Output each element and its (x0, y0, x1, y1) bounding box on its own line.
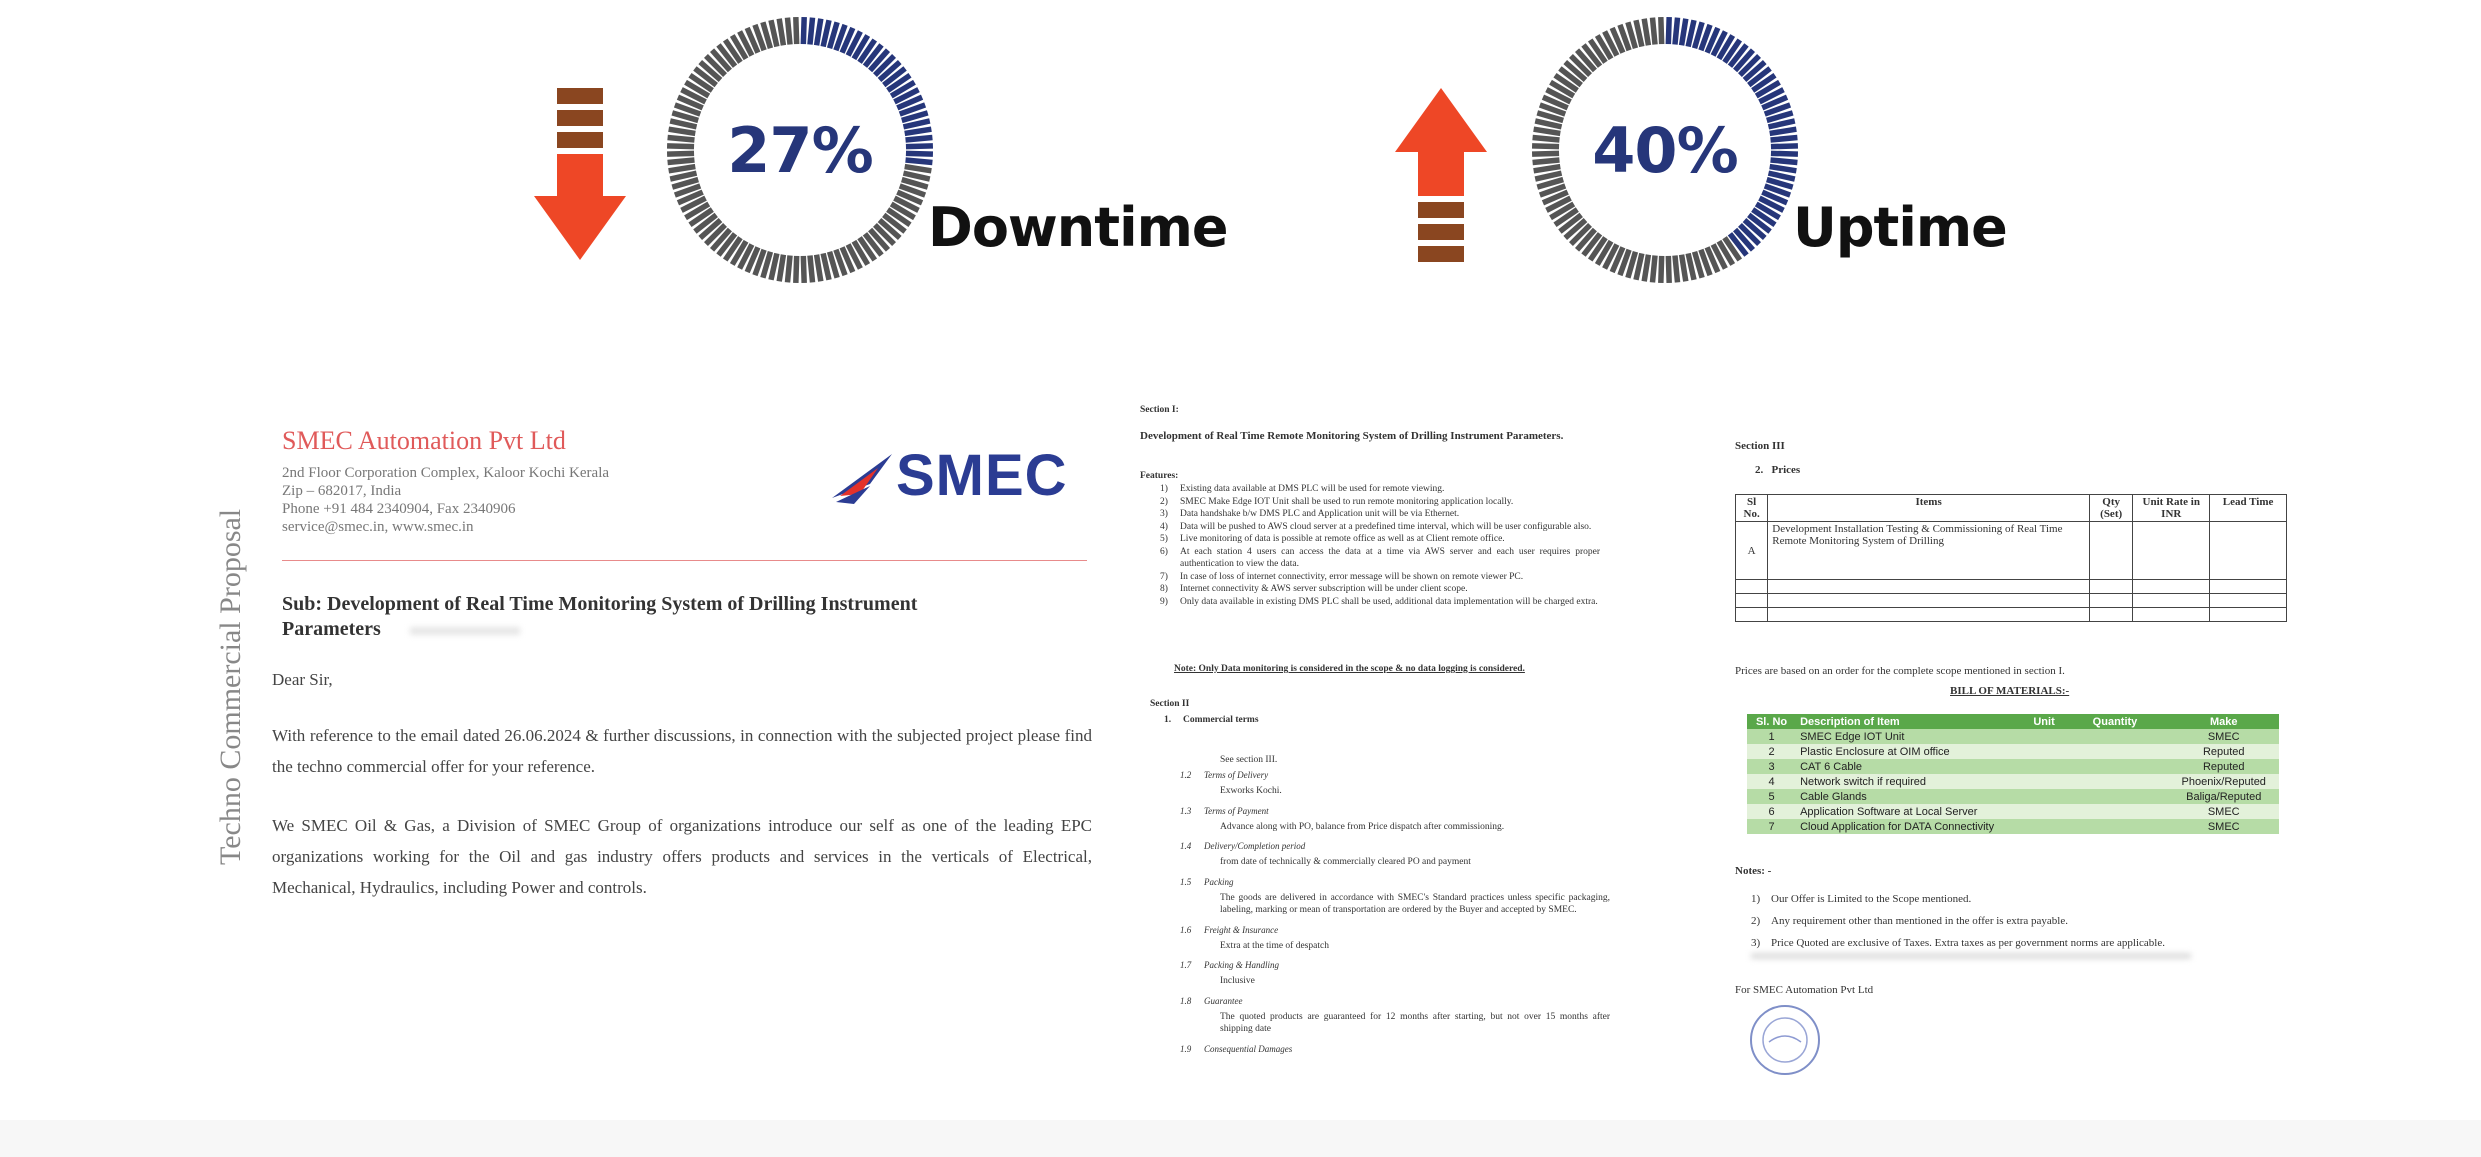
ring-segment (903, 173, 929, 179)
bom-col-sl: Sl. No (1747, 714, 1796, 729)
note-text: Our Offer is Limited to the Scope mentioned. (1771, 893, 1972, 905)
empty-cell (2210, 580, 2287, 594)
bom-cell-make: Baliga/Reputed (2168, 789, 2279, 804)
bom-cell-qty (2089, 819, 2169, 834)
notes-label: Notes: - (1735, 865, 1772, 877)
feature-item (1160, 521, 1600, 534)
ring-segment (796, 256, 797, 283)
note-number: 2) (1751, 915, 1761, 927)
prices-note: Prices are based on an order for the complete scope mentioned in section I. (1735, 665, 2065, 677)
feature-text: Data handshake b/w DMS PLC and Application unit will be via Ethernet. (1180, 509, 1460, 519)
feature-number: 8) (1160, 584, 1168, 594)
term-number: 1.8 (1180, 995, 1192, 1006)
feature-text: In case of loss of internet connectivity, error message will be shown on remote viewer PC. (1180, 571, 1524, 582)
bom-col-qty: Quantity (2089, 714, 2169, 729)
empty-cell (1768, 580, 2090, 594)
ring-segment (1771, 146, 1798, 147)
table-row (1736, 608, 2287, 622)
bom-cell-desc: Cable Glands (1796, 789, 2029, 804)
ring-segment (803, 256, 804, 283)
ring-segment (1768, 173, 1794, 179)
ring-segment (1771, 153, 1798, 154)
term-number: 1.6 (1180, 924, 1192, 935)
feature-number: 1) (1160, 484, 1168, 494)
ring-segment (1644, 19, 1648, 46)
ring-segment (810, 18, 813, 45)
row-item: Development Installation Testing & Commissioning of Real Time Remote Monitoring System of Drilling (1768, 522, 2090, 580)
downtime-label: Downtime (928, 196, 1228, 259)
ring-segment (1535, 121, 1561, 127)
address-line: Zip – 682017, India (282, 483, 402, 499)
empty-cell (1768, 594, 2090, 608)
ring-segment (906, 153, 933, 154)
bom-cell-desc: SMEC Edge IOT Unit (1796, 729, 2029, 744)
bom-table (1747, 714, 2279, 834)
term-item (1180, 806, 1610, 834)
term-heading: Guarantee (1204, 995, 1243, 1006)
bom-col-unit: Unit (2029, 714, 2088, 729)
term-text: The goods are delivered in accordance with SMEC's Standard practices unless specific packaging, labeling, marking or mean of transportation are ordered by the Buyer and accepted by SMEC. (1220, 892, 1610, 915)
col-lead: Lead Time (2210, 495, 2287, 522)
feature-item (1160, 571, 1600, 584)
bom-cell-unit (2029, 774, 2088, 789)
empty-cell (2210, 608, 2287, 622)
row-sl: A (1736, 522, 1768, 580)
ring-segment (823, 253, 829, 279)
redacted-mark (410, 627, 520, 635)
subject-line: Sub: Development of Real Time Monitoring System of Drilling Instrument (282, 593, 918, 615)
scope-note: Note: Only Data monitoring is considered in the scope & no data logging is considered. (1174, 664, 1525, 674)
doc-title: Development of Real Time Remote Monitoring System of Drilling Instrument Parameters. (1140, 430, 1564, 442)
feature-number: 5) (1160, 534, 1168, 544)
term-heading: Terms of Delivery (1204, 770, 1269, 780)
table-row (1747, 744, 2279, 759)
term-item (1180, 960, 1610, 988)
address-line: 2nd Floor Corporation Complex, Kaloor Kochi Kerala (282, 465, 610, 481)
ring-segment (810, 256, 813, 283)
ring-segment (1668, 256, 1669, 283)
feature-text: Live monitoring of data is possible at remote office as well as at Client remote office. (1180, 534, 1505, 544)
bom-cell-make: Reputed (2168, 744, 2279, 759)
ring-segment (1652, 256, 1655, 283)
price-table (1735, 494, 2287, 622)
bom-cell-desc: Network switch if required (1796, 774, 2029, 789)
bom-cell-sl: 2 (1747, 744, 1796, 759)
bom-cell-sl: 1 (1747, 729, 1796, 744)
ring-segment (1533, 160, 1560, 163)
term-item (1180, 877, 1610, 917)
down-arrow-icon (534, 88, 626, 268)
term-number: 1.5 (1180, 876, 1192, 887)
table-row (1736, 594, 2287, 608)
feature-number: 6) (1160, 546, 1168, 557)
greeting: Dear Sir, (272, 670, 333, 689)
ring-segment (817, 255, 821, 282)
feature-text: At each station 4 users can access the data at a time via AWS server and each user requires proper authentication to view the data. (1180, 546, 1600, 569)
table-row (1736, 522, 2287, 580)
bom-cell-sl: 7 (1747, 819, 1796, 834)
bom-cell-qty (2089, 744, 2169, 759)
term-heading: Delivery/Completion period (1204, 841, 1306, 851)
table-row (1747, 729, 2279, 744)
bom-title: BILL OF MATERIALS:- (1950, 685, 2070, 697)
downtime-percent: 27% (727, 114, 873, 187)
note-text: Any requirement other than mentioned in the offer is extra payable. (1771, 915, 2068, 927)
feature-item (1160, 596, 1600, 609)
ring-segment (1652, 18, 1655, 45)
term-number: 1.2 (1180, 770, 1192, 780)
bom-cell-unit (2029, 744, 2088, 759)
ring-segment (1533, 137, 1560, 140)
term-heading: Packing & Handling (1204, 960, 1279, 970)
bird-logo-icon (830, 446, 894, 506)
empty-cell (1736, 608, 1768, 622)
empty-cell (2133, 580, 2210, 594)
table-row (1747, 789, 2279, 804)
uptime-percent: 40% (1592, 114, 1738, 187)
term-item (1180, 1044, 1610, 1054)
ring-segment (1661, 256, 1662, 283)
bom-cell-sl: 6 (1747, 804, 1796, 819)
ring-segment (1688, 20, 1694, 46)
commercial-terms-heading: 1. Commercial terms (1164, 715, 1259, 725)
bom-cell-qty (2089, 759, 2169, 774)
empty-cell (2133, 608, 2210, 622)
feature-item (1160, 583, 1600, 596)
ring-segment (1535, 173, 1561, 179)
section-3-heading: Section III (1735, 440, 1785, 452)
term-item (1180, 770, 1610, 798)
empty-cell (2133, 522, 2210, 580)
uptime-label: Uptime (1793, 196, 2007, 259)
feature-item (1160, 508, 1600, 521)
company-seal-icon (1747, 1002, 1823, 1078)
bom-cell-unit (2029, 729, 2088, 744)
redacted-mark (1751, 953, 2191, 959)
ring-segment (779, 19, 783, 46)
feature-item (1160, 496, 1600, 509)
ring-segment (771, 253, 777, 279)
ring-segment (1636, 253, 1642, 279)
table-row (1747, 759, 2279, 774)
term-number: 1.4 (1180, 841, 1192, 851)
term-number: 1.9 (1180, 1043, 1192, 1054)
feature-text: Only data available in existing DMS PLC shall be used, additional data implementation will be charged extra. (1180, 596, 1598, 607)
feature-text: Existing data available at DMS PLC will be used for remote viewing. (1180, 484, 1445, 494)
bom-cell-unit (2029, 819, 2088, 834)
note-item (1751, 932, 2271, 954)
bom-cell-sl: 5 (1747, 789, 1796, 804)
ring-segment (1770, 167, 1797, 171)
ring-segment (1771, 137, 1798, 140)
ring-segment (668, 160, 695, 163)
term-number: 1.3 (1180, 805, 1192, 816)
term-text: The quoted products are guaranteed for 12 months after starting, but not over 15 months after shipping date (1220, 1011, 1610, 1034)
bom-col-make: Make (2168, 714, 2279, 729)
bom-cell-qty (2089, 774, 2169, 789)
table-row (1747, 774, 2279, 789)
term-text: Advance along with PO, balance from Price dispatch after commissioning. (1220, 821, 1505, 832)
proposal-letter-page (210, 420, 1110, 920)
address-line: Phone +91 484 2340904, Fax 2340906 (282, 501, 516, 517)
kpi-downtime (520, 10, 1228, 290)
ring-segment (823, 20, 829, 46)
ring-segment (1668, 17, 1669, 44)
term-number: 1.7 (1180, 960, 1192, 970)
smec-logo (830, 442, 1080, 506)
term-heading: Consequential Damages (1204, 1043, 1293, 1054)
table-row (1747, 804, 2279, 819)
ring-segment (1771, 160, 1798, 163)
ring-segment (906, 137, 933, 140)
col-rate: Unit Rate in INR (2133, 495, 2210, 522)
bom-cell-make: SMEC (2168, 729, 2279, 744)
empty-cell (2089, 608, 2132, 622)
ring-segment (905, 129, 932, 133)
empty-cell (2210, 522, 2287, 580)
ring-segment (906, 160, 933, 163)
feature-item (1160, 483, 1600, 496)
prices-page (1735, 440, 2295, 1080)
bom-cell-make: SMEC (2168, 819, 2279, 834)
empty-cell (1768, 608, 2090, 622)
empty-cell (2210, 594, 2287, 608)
term-text: Exworks Kochi. (1220, 786, 1282, 796)
feature-item (1160, 546, 1600, 571)
subject (282, 592, 1082, 642)
ring-segment (1675, 256, 1678, 283)
bom-cell-unit (2029, 804, 2088, 819)
term-heading: Packing (1204, 876, 1234, 887)
term-text: Extra at the time of despatch (1220, 940, 1329, 951)
ring-segment (906, 146, 933, 147)
ring-segment (905, 167, 932, 171)
bom-cell-sl: 3 (1747, 759, 1796, 774)
scope-terms-page (1140, 404, 1620, 1120)
ring-segment (779, 255, 783, 282)
ring-segment (771, 20, 777, 46)
ring-segment (1770, 129, 1797, 133)
section-1-heading: Section I: (1140, 405, 1179, 415)
ring-segment (1532, 153, 1559, 154)
features-list (1160, 483, 1600, 608)
feature-item (1160, 533, 1600, 546)
notes-list (1751, 888, 2271, 954)
table-row (1747, 819, 2279, 834)
feature-text: Internet connectivity & AWS server subscription will be under client scope. (1180, 584, 1468, 594)
feature-number: 4) (1160, 521, 1168, 532)
table-row (1736, 580, 2287, 594)
ring-segment (1534, 167, 1561, 171)
feature-number: 3) (1160, 509, 1168, 519)
bom-cell-unit (2029, 789, 2088, 804)
bom-cell-make: Phoenix/Reputed (2168, 774, 2279, 789)
note-number: 1) (1751, 893, 1761, 905)
ring-segment (667, 146, 694, 147)
bom-cell-desc: Cloud Application for DATA Connectivity (1796, 819, 2029, 834)
bom-cell-desc: CAT 6 Cable (1796, 759, 2029, 774)
prices-heading: 2. Prices (1755, 464, 1801, 476)
ring-segment (1682, 255, 1686, 282)
note-item (1751, 888, 2271, 910)
bom-cell-desc: Plastic Enclosure at OIM office (1796, 744, 2029, 759)
bom-cell-sl: 4 (1747, 774, 1796, 789)
bom-cell-qty (2089, 804, 2169, 819)
term-text: Inclusive (1220, 976, 1255, 986)
bom-cell-qty (2089, 729, 2169, 744)
ring-segment (669, 129, 696, 133)
ring-segment (1768, 121, 1794, 127)
ring-segment (1682, 19, 1686, 46)
term-text: from date of technically & commercially cleared PO and payment (1220, 857, 1471, 867)
col-sl: Sl No. (1736, 495, 1768, 522)
feature-number: 7) (1160, 571, 1168, 582)
term-heading: Terms of Payment (1204, 805, 1269, 816)
empty-cell (2089, 594, 2132, 608)
side-title: Techno Commercial Proposal (214, 508, 247, 865)
feature-number: 2) (1160, 496, 1168, 507)
empty-cell (2133, 594, 2210, 608)
note-item (1751, 910, 2271, 932)
paragraph-2: We SMEC Oil & Gas, a Division of SMEC Group of organizations introduce our self as one of the leading EPC organizations working for the Oil and gas industry offers products and services in the verticals of Electrical, Mechanical, Hydraulics, including Power and controls. (272, 816, 1092, 897)
ring-segment (1661, 17, 1662, 44)
note-number: 3) (1751, 937, 1761, 949)
term-item (1180, 996, 1610, 1036)
footer-band (0, 1120, 2481, 1157)
terms-list (1180, 770, 1610, 1062)
ring-segment (787, 18, 790, 45)
empty-cell (2089, 522, 2132, 580)
col-items: Items (1768, 495, 2090, 522)
ring-segment (903, 121, 929, 127)
bom-cell-qty (2089, 789, 2169, 804)
up-arrow-icon (1395, 88, 1487, 268)
ring-segment (670, 121, 696, 127)
term-item (1180, 925, 1610, 953)
paragraph-1: With reference to the email dated 26.06.2024 & further discussions, in connection with the subjected project please find the techno commercial offer for your reference. (272, 726, 1092, 776)
bom-cell-unit (2029, 759, 2088, 774)
signoff: For SMEC Automation Pvt Ltd (1735, 984, 1874, 996)
ring-segment (1675, 18, 1678, 45)
subject-line: Parameters (282, 618, 381, 640)
ring-segment (1532, 146, 1559, 147)
ring-segment (1636, 20, 1642, 46)
feature-text: Data will be pushed to AWS cloud server at a predefined time interval, which will be user configurable also. (1180, 521, 1592, 532)
note-text: Price Quoted are exclusive of Taxes. Extra taxes as per government norms are applicable. (1771, 937, 2165, 949)
ring-segment (1644, 255, 1648, 282)
empty-cell (1736, 594, 1768, 608)
company-name: SMEC Automation Pvt Ltd (282, 426, 566, 455)
features-label: Features: (1140, 471, 1179, 481)
bom-col-desc: Description of Item (1796, 714, 2029, 729)
ring-segment (667, 153, 694, 154)
empty-cell (1736, 580, 1768, 594)
bom-cell-desc: Application Software at Local Server (1796, 804, 2029, 819)
kpi-uptime (1385, 10, 2065, 290)
ring-segment (817, 19, 821, 46)
feature-number: 9) (1160, 596, 1168, 607)
col-qty: Qty (Set) (2089, 495, 2132, 522)
ring-segment (669, 167, 696, 171)
bom-cell-make: SMEC (2168, 804, 2279, 819)
ring-segment (787, 256, 790, 283)
section-2-heading: Section II (1150, 699, 1190, 709)
term-item (1180, 841, 1610, 869)
see-section: See section III. (1220, 755, 1278, 765)
address-line: service@smec.in, www.smec.in (282, 519, 474, 535)
ring-segment (670, 173, 696, 179)
empty-cell (2089, 580, 2132, 594)
ring-segment (668, 137, 695, 140)
ring-segment (803, 17, 804, 44)
logo-text: SMEC (896, 443, 1068, 508)
ring-segment (796, 17, 797, 44)
feature-text: SMEC Make Edge IOT Unit shall be used to run remote monitoring application locally. (1180, 496, 1514, 507)
ring-segment (1688, 253, 1694, 279)
ring-segment (1534, 129, 1561, 133)
bom-cell-make: Reputed (2168, 759, 2279, 774)
company-address (282, 464, 609, 536)
term-heading: Freight & Insurance (1204, 924, 1279, 935)
letterhead-divider (282, 560, 1087, 561)
